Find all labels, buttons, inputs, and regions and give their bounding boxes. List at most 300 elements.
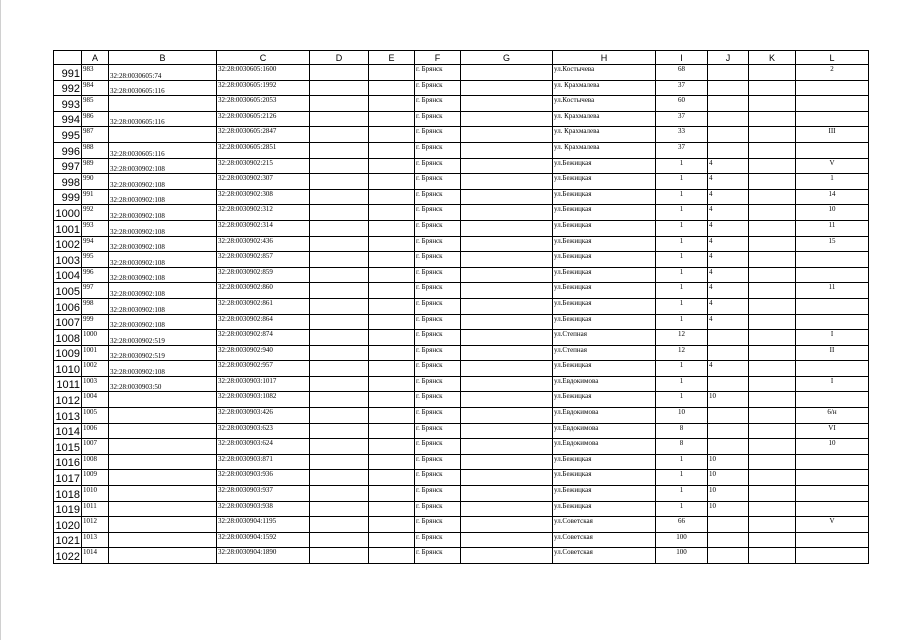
cell-g[interactable] <box>461 236 553 252</box>
cell-h[interactable]: ул.Бежицкая <box>553 252 656 268</box>
cell-e[interactable] <box>369 408 415 424</box>
cell-g[interactable] <box>461 330 553 346</box>
cell-i[interactable]: 1 <box>656 189 708 205</box>
cell-k[interactable] <box>749 283 796 299</box>
cell-b[interactable] <box>109 392 217 408</box>
cell-d[interactable] <box>310 236 369 252</box>
cell-l[interactable]: I <box>796 376 869 392</box>
cell-i[interactable]: 1 <box>656 283 708 299</box>
cell-b[interactable]: 32:28:0030902:108 <box>109 174 217 190</box>
cell-e[interactable] <box>369 65 415 81</box>
cell-f[interactable]: г. Брянск <box>415 298 461 314</box>
cell-d[interactable] <box>310 517 369 533</box>
cell-e[interactable] <box>369 158 415 174</box>
cell-g[interactable] <box>461 376 553 392</box>
cell-l[interactable]: 11 <box>796 220 869 236</box>
cell-f[interactable]: г. Брянск <box>415 345 461 361</box>
row-number[interactable]: 1019 <box>54 501 82 517</box>
cell-b[interactable] <box>109 470 217 486</box>
cell-f[interactable]: г. Брянск <box>415 158 461 174</box>
cell-d[interactable] <box>310 501 369 517</box>
cell-b[interactable]: 32:28:0030902:108 <box>109 236 217 252</box>
cell-e[interactable] <box>369 174 415 190</box>
cell-c[interactable]: 32:28:0030903:936 <box>217 470 310 486</box>
cell-e[interactable] <box>369 127 415 143</box>
cell-b[interactable]: 32:28:0030902:108 <box>109 298 217 314</box>
cell-g[interactable] <box>461 501 553 517</box>
cell-e[interactable] <box>369 205 415 221</box>
cell-b[interactable]: 32:28:0030902:108 <box>109 220 217 236</box>
cell-h[interactable]: ул.Костычева <box>553 65 656 81</box>
cell-c[interactable]: 32:28:0030605:2053 <box>217 96 310 112</box>
cell-h[interactable]: ул.Бежицкая <box>553 174 656 190</box>
cell-i[interactable]: 68 <box>656 65 708 81</box>
cell-j[interactable] <box>708 330 749 346</box>
cell-f[interactable]: г. Брянск <box>415 532 461 548</box>
cell-a[interactable]: 1006 <box>82 423 109 439</box>
cell-k[interactable] <box>749 376 796 392</box>
cell-e[interactable] <box>369 314 415 330</box>
cell-c[interactable]: 32:28:0030903:938 <box>217 501 310 517</box>
cell-f[interactable]: г. Брянск <box>415 501 461 517</box>
cell-j[interactable]: 4 <box>708 252 749 268</box>
cell-a[interactable]: 1004 <box>82 392 109 408</box>
cell-h[interactable]: ул.Бежицкая <box>553 392 656 408</box>
column-header-a[interactable]: A <box>82 51 109 65</box>
cell-g[interactable] <box>461 252 553 268</box>
cell-b[interactable]: 32:28:0030903:50 <box>109 376 217 392</box>
cell-c[interactable]: 32:28:0030902:312 <box>217 205 310 221</box>
cell-f[interactable]: г. Брянск <box>415 189 461 205</box>
cell-g[interactable] <box>461 470 553 486</box>
cell-a[interactable]: 1005 <box>82 408 109 424</box>
cell-b[interactable]: 32:28:0030902:108 <box>109 205 217 221</box>
cell-c[interactable]: 32:28:0030903:426 <box>217 408 310 424</box>
cell-k[interactable] <box>749 330 796 346</box>
column-header-g[interactable]: G <box>461 51 553 65</box>
cell-c[interactable]: 32:28:0030605:1600 <box>217 65 310 81</box>
row-number[interactable]: 991 <box>54 65 82 81</box>
cell-i[interactable]: 37 <box>656 142 708 158</box>
cell-c[interactable]: 32:28:0030605:2851 <box>217 142 310 158</box>
cell-a[interactable]: 996 <box>82 267 109 283</box>
cell-g[interactable] <box>461 174 553 190</box>
cell-f[interactable]: г. Брянск <box>415 423 461 439</box>
cell-d[interactable] <box>310 65 369 81</box>
cell-i[interactable]: 12 <box>656 330 708 346</box>
cell-a[interactable]: 1011 <box>82 501 109 517</box>
cell-a[interactable]: 998 <box>82 298 109 314</box>
cell-a[interactable]: 983 <box>82 65 109 81</box>
cell-d[interactable] <box>310 470 369 486</box>
cell-i[interactable]: 1 <box>656 236 708 252</box>
cell-k[interactable] <box>749 174 796 190</box>
cell-g[interactable] <box>461 454 553 470</box>
cell-e[interactable] <box>369 220 415 236</box>
cell-j[interactable]: 4 <box>708 361 749 377</box>
cell-g[interactable] <box>461 439 553 455</box>
cell-e[interactable] <box>369 236 415 252</box>
cell-k[interactable] <box>749 501 796 517</box>
cell-c[interactable]: 32:28:0030902:314 <box>217 220 310 236</box>
cell-c[interactable]: 32:28:0030904:1890 <box>217 548 310 564</box>
cell-g[interactable] <box>461 548 553 564</box>
cell-e[interactable] <box>369 330 415 346</box>
cell-d[interactable] <box>310 267 369 283</box>
column-header-j[interactable]: J <box>708 51 749 65</box>
cell-i[interactable]: 37 <box>656 111 708 127</box>
cell-k[interactable] <box>749 454 796 470</box>
row-number[interactable]: 1003 <box>54 252 82 268</box>
cell-d[interactable] <box>310 205 369 221</box>
cell-f[interactable]: г. Брянск <box>415 205 461 221</box>
cell-a[interactable]: 991 <box>82 189 109 205</box>
cell-k[interactable] <box>749 189 796 205</box>
cell-j[interactable]: 4 <box>708 205 749 221</box>
cell-c[interactable]: 32:28:0030903:1017 <box>217 376 310 392</box>
cell-j[interactable]: 4 <box>708 158 749 174</box>
cell-e[interactable] <box>369 142 415 158</box>
cell-f[interactable]: г. Брянск <box>415 236 461 252</box>
cell-i[interactable]: 33 <box>656 127 708 143</box>
cell-f[interactable]: г. Брянск <box>415 174 461 190</box>
cell-j[interactable] <box>708 439 749 455</box>
cell-c[interactable]: 32:28:0030902:436 <box>217 236 310 252</box>
cell-e[interactable] <box>369 439 415 455</box>
cell-d[interactable] <box>310 345 369 361</box>
cell-h[interactable]: ул.Советская <box>553 532 656 548</box>
row-number[interactable]: 1005 <box>54 283 82 299</box>
cell-l[interactable] <box>796 486 869 502</box>
cell-h[interactable]: ул.Бежицкая <box>553 314 656 330</box>
cell-l[interactable] <box>796 532 869 548</box>
cell-d[interactable] <box>310 439 369 455</box>
cell-h[interactable]: ул.Советская <box>553 548 656 564</box>
cell-k[interactable] <box>749 80 796 96</box>
cell-e[interactable] <box>369 96 415 112</box>
cell-a[interactable]: 1008 <box>82 454 109 470</box>
cell-k[interactable] <box>749 252 796 268</box>
cell-l[interactable]: III <box>796 127 869 143</box>
cell-h[interactable]: ул.Бежицкая <box>553 283 656 299</box>
cell-g[interactable] <box>461 423 553 439</box>
cell-b[interactable] <box>109 501 217 517</box>
cell-a[interactable]: 1009 <box>82 470 109 486</box>
cell-g[interactable] <box>461 486 553 502</box>
cell-l[interactable] <box>796 267 869 283</box>
cell-d[interactable] <box>310 142 369 158</box>
column-header-b[interactable]: B <box>109 51 217 65</box>
cell-d[interactable] <box>310 423 369 439</box>
cell-k[interactable] <box>749 127 796 143</box>
column-header-l[interactable]: L <box>796 51 869 65</box>
row-number[interactable]: 992 <box>54 80 82 96</box>
cell-f[interactable]: г. Брянск <box>415 96 461 112</box>
cell-e[interactable] <box>369 189 415 205</box>
cell-i[interactable]: 66 <box>656 517 708 533</box>
cell-e[interactable] <box>369 283 415 299</box>
cell-i[interactable]: 1 <box>656 361 708 377</box>
cell-k[interactable] <box>749 345 796 361</box>
cell-l[interactable]: II <box>796 345 869 361</box>
cell-j[interactable] <box>708 517 749 533</box>
cell-e[interactable] <box>369 298 415 314</box>
cell-j[interactable] <box>708 80 749 96</box>
cell-h[interactable]: ул.Бежицкая <box>553 454 656 470</box>
cell-j[interactable]: 10 <box>708 501 749 517</box>
cell-e[interactable] <box>369 267 415 283</box>
cell-b[interactable]: 32:28:0030902:519 <box>109 345 217 361</box>
cell-i[interactable]: 8 <box>656 439 708 455</box>
cell-b[interactable]: 32:28:0030605:116 <box>109 142 217 158</box>
cell-e[interactable] <box>369 454 415 470</box>
cell-f[interactable]: г. Брянск <box>415 392 461 408</box>
cell-c[interactable]: 32:28:0030903:1082 <box>217 392 310 408</box>
row-number[interactable]: 1002 <box>54 236 82 252</box>
cell-f[interactable]: г. Брянск <box>415 408 461 424</box>
cell-f[interactable]: г. Брянск <box>415 376 461 392</box>
cell-g[interactable] <box>461 408 553 424</box>
row-number[interactable]: 1021 <box>54 532 82 548</box>
cell-e[interactable] <box>369 517 415 533</box>
cell-h[interactable]: ул.Евдокимова <box>553 376 656 392</box>
cell-c[interactable]: 32:28:0030902:940 <box>217 345 310 361</box>
cell-l[interactable] <box>796 392 869 408</box>
cell-k[interactable] <box>749 142 796 158</box>
cell-d[interactable] <box>310 127 369 143</box>
cell-a[interactable]: 993 <box>82 220 109 236</box>
cell-k[interactable] <box>749 392 796 408</box>
cell-c[interactable]: 32:28:0030904:1195 <box>217 517 310 533</box>
row-number[interactable]: 1013 <box>54 408 82 424</box>
cell-j[interactable]: 10 <box>708 470 749 486</box>
cell-g[interactable] <box>461 345 553 361</box>
cell-f[interactable]: г. Брянск <box>415 439 461 455</box>
cell-c[interactable]: 32:28:0030902:860 <box>217 283 310 299</box>
cell-j[interactable] <box>708 111 749 127</box>
cell-b[interactable]: 32:28:0030902:108 <box>109 361 217 377</box>
row-number[interactable]: 1007 <box>54 314 82 330</box>
cell-l[interactable]: V <box>796 517 869 533</box>
cell-k[interactable] <box>749 111 796 127</box>
row-number[interactable]: 1004 <box>54 267 82 283</box>
cell-l[interactable] <box>796 548 869 564</box>
cell-i[interactable]: 100 <box>656 532 708 548</box>
cell-b[interactable] <box>109 439 217 455</box>
cell-j[interactable] <box>708 127 749 143</box>
cell-a[interactable]: 1012 <box>82 517 109 533</box>
cell-d[interactable] <box>310 111 369 127</box>
cell-j[interactable] <box>708 96 749 112</box>
cell-i[interactable]: 37 <box>656 80 708 96</box>
cell-d[interactable] <box>310 376 369 392</box>
cell-j[interactable] <box>708 345 749 361</box>
cell-j[interactable] <box>708 423 749 439</box>
cell-i[interactable]: 1 <box>656 267 708 283</box>
cell-l[interactable] <box>796 361 869 377</box>
cell-f[interactable]: г. Брянск <box>415 314 461 330</box>
row-number[interactable]: 1009 <box>54 345 82 361</box>
cell-f[interactable]: г. Брянск <box>415 283 461 299</box>
cell-d[interactable] <box>310 80 369 96</box>
cell-l[interactable]: V <box>796 158 869 174</box>
row-number[interactable]: 1016 <box>54 454 82 470</box>
row-number[interactable]: 1017 <box>54 470 82 486</box>
cell-l[interactable]: 11 <box>796 283 869 299</box>
cell-d[interactable] <box>310 189 369 205</box>
cell-l[interactable]: 10 <box>796 439 869 455</box>
cell-b[interactable]: 32:28:0030902:108 <box>109 158 217 174</box>
cell-e[interactable] <box>369 423 415 439</box>
cell-b[interactable] <box>109 486 217 502</box>
cell-d[interactable] <box>310 408 369 424</box>
cell-k[interactable] <box>749 408 796 424</box>
cell-i[interactable]: 100 <box>656 548 708 564</box>
cell-e[interactable] <box>369 532 415 548</box>
cell-f[interactable]: г. Брянск <box>415 548 461 564</box>
cell-e[interactable] <box>369 392 415 408</box>
cell-l[interactable]: I <box>796 330 869 346</box>
cell-h[interactable]: ул.Костычева <box>553 96 656 112</box>
cell-f[interactable]: г. Брянск <box>415 330 461 346</box>
cell-e[interactable] <box>369 470 415 486</box>
cell-g[interactable] <box>461 189 553 205</box>
column-header-c[interactable]: C <box>217 51 310 65</box>
cell-d[interactable] <box>310 252 369 268</box>
cell-i[interactable]: 1 <box>656 220 708 236</box>
cell-d[interactable] <box>310 158 369 174</box>
cell-b[interactable] <box>109 548 217 564</box>
cell-j[interactable] <box>708 142 749 158</box>
cell-c[interactable]: 32:28:0030902:859 <box>217 267 310 283</box>
cell-c[interactable]: 32:28:0030902:874 <box>217 330 310 346</box>
cell-l[interactable]: 6/н <box>796 408 869 424</box>
cell-e[interactable] <box>369 111 415 127</box>
cell-j[interactable]: 4 <box>708 236 749 252</box>
cell-a[interactable]: 999 <box>82 314 109 330</box>
row-number[interactable]: 1020 <box>54 517 82 533</box>
cell-k[interactable] <box>749 423 796 439</box>
cell-a[interactable]: 1001 <box>82 345 109 361</box>
cell-g[interactable] <box>461 314 553 330</box>
cell-i[interactable]: 1 <box>656 392 708 408</box>
cell-j[interactable]: 10 <box>708 486 749 502</box>
cell-g[interactable] <box>461 80 553 96</box>
cell-d[interactable] <box>310 548 369 564</box>
cell-i[interactable]: 1 <box>656 158 708 174</box>
row-number[interactable]: 1001 <box>54 220 82 236</box>
row-number[interactable]: 998 <box>54 174 82 190</box>
cell-g[interactable] <box>461 517 553 533</box>
cell-l[interactable] <box>796 314 869 330</box>
cell-k[interactable] <box>749 548 796 564</box>
row-number[interactable]: 993 <box>54 96 82 112</box>
cell-f[interactable]: г. Брянск <box>415 267 461 283</box>
column-header-e[interactable]: E <box>369 51 415 65</box>
cell-g[interactable] <box>461 96 553 112</box>
cell-i[interactable]: 12 <box>656 345 708 361</box>
cell-e[interactable] <box>369 345 415 361</box>
cell-h[interactable]: ул.Бежицкая <box>553 158 656 174</box>
cell-g[interactable] <box>461 361 553 377</box>
cell-b[interactable]: 32:28:0030902:519 <box>109 330 217 346</box>
cell-f[interactable]: г. Брянск <box>415 111 461 127</box>
cell-h[interactable]: ул.Евдокимова <box>553 423 656 439</box>
cell-k[interactable] <box>749 298 796 314</box>
cell-a[interactable]: 994 <box>82 236 109 252</box>
cell-g[interactable] <box>461 392 553 408</box>
cell-e[interactable] <box>369 548 415 564</box>
cell-a[interactable]: 1007 <box>82 439 109 455</box>
cell-a[interactable]: 1014 <box>82 548 109 564</box>
cell-l[interactable] <box>796 501 869 517</box>
cell-d[interactable] <box>310 361 369 377</box>
cell-i[interactable]: 1 <box>656 501 708 517</box>
cell-j[interactable]: 4 <box>708 298 749 314</box>
row-number[interactable]: 1015 <box>54 439 82 455</box>
cell-g[interactable] <box>461 205 553 221</box>
cell-i[interactable]: 8 <box>656 423 708 439</box>
cell-k[interactable] <box>749 158 796 174</box>
cell-d[interactable] <box>310 220 369 236</box>
cell-l[interactable] <box>796 470 869 486</box>
cell-l[interactable]: 14 <box>796 189 869 205</box>
row-number[interactable]: 1006 <box>54 298 82 314</box>
cell-a[interactable]: 1003 <box>82 376 109 392</box>
cell-j[interactable]: 4 <box>708 189 749 205</box>
cell-j[interactable]: 4 <box>708 314 749 330</box>
row-number[interactable]: 995 <box>54 127 82 143</box>
cell-l[interactable] <box>796 80 869 96</box>
cell-b[interactable]: 32:28:0030902:108 <box>109 252 217 268</box>
row-number[interactable]: 1014 <box>54 423 82 439</box>
cell-f[interactable]: г. Брянск <box>415 220 461 236</box>
cell-j[interactable]: 4 <box>708 220 749 236</box>
cell-b[interactable] <box>109 96 217 112</box>
cell-c[interactable]: 32:28:0030902:857 <box>217 252 310 268</box>
cell-a[interactable]: 989 <box>82 158 109 174</box>
cell-g[interactable] <box>461 158 553 174</box>
cell-h[interactable]: ул.Бежицкая <box>553 220 656 236</box>
row-number[interactable]: 1022 <box>54 548 82 564</box>
cell-h[interactable]: ул.Советская <box>553 517 656 533</box>
cell-b[interactable]: 32:28:0030902:108 <box>109 314 217 330</box>
cell-h[interactable]: ул. Крахмалева <box>553 142 656 158</box>
cell-l[interactable]: 1 <box>796 174 869 190</box>
cell-b[interactable] <box>109 408 217 424</box>
cell-k[interactable] <box>749 96 796 112</box>
row-number[interactable]: 1010 <box>54 361 82 377</box>
cell-d[interactable] <box>310 298 369 314</box>
cell-f[interactable]: г. Брянск <box>415 142 461 158</box>
cell-e[interactable] <box>369 376 415 392</box>
cell-b[interactable] <box>109 517 217 533</box>
cell-e[interactable] <box>369 361 415 377</box>
corner-header[interactable] <box>54 51 82 65</box>
cell-k[interactable] <box>749 314 796 330</box>
cell-b[interactable]: 32:28:0030605:116 <box>109 80 217 96</box>
cell-i[interactable]: 1 <box>656 205 708 221</box>
cell-h[interactable]: ул.Бежицкая <box>553 361 656 377</box>
cell-c[interactable]: 32:28:0030902:957 <box>217 361 310 377</box>
cell-h[interactable]: ул.Бежицкая <box>553 205 656 221</box>
cell-i[interactable]: 1 <box>656 454 708 470</box>
row-number[interactable]: 1000 <box>54 205 82 221</box>
cell-c[interactable]: 32:28:0030903:623 <box>217 423 310 439</box>
cell-k[interactable] <box>749 65 796 81</box>
cell-f[interactable]: г. Брянск <box>415 127 461 143</box>
cell-l[interactable]: VI <box>796 423 869 439</box>
